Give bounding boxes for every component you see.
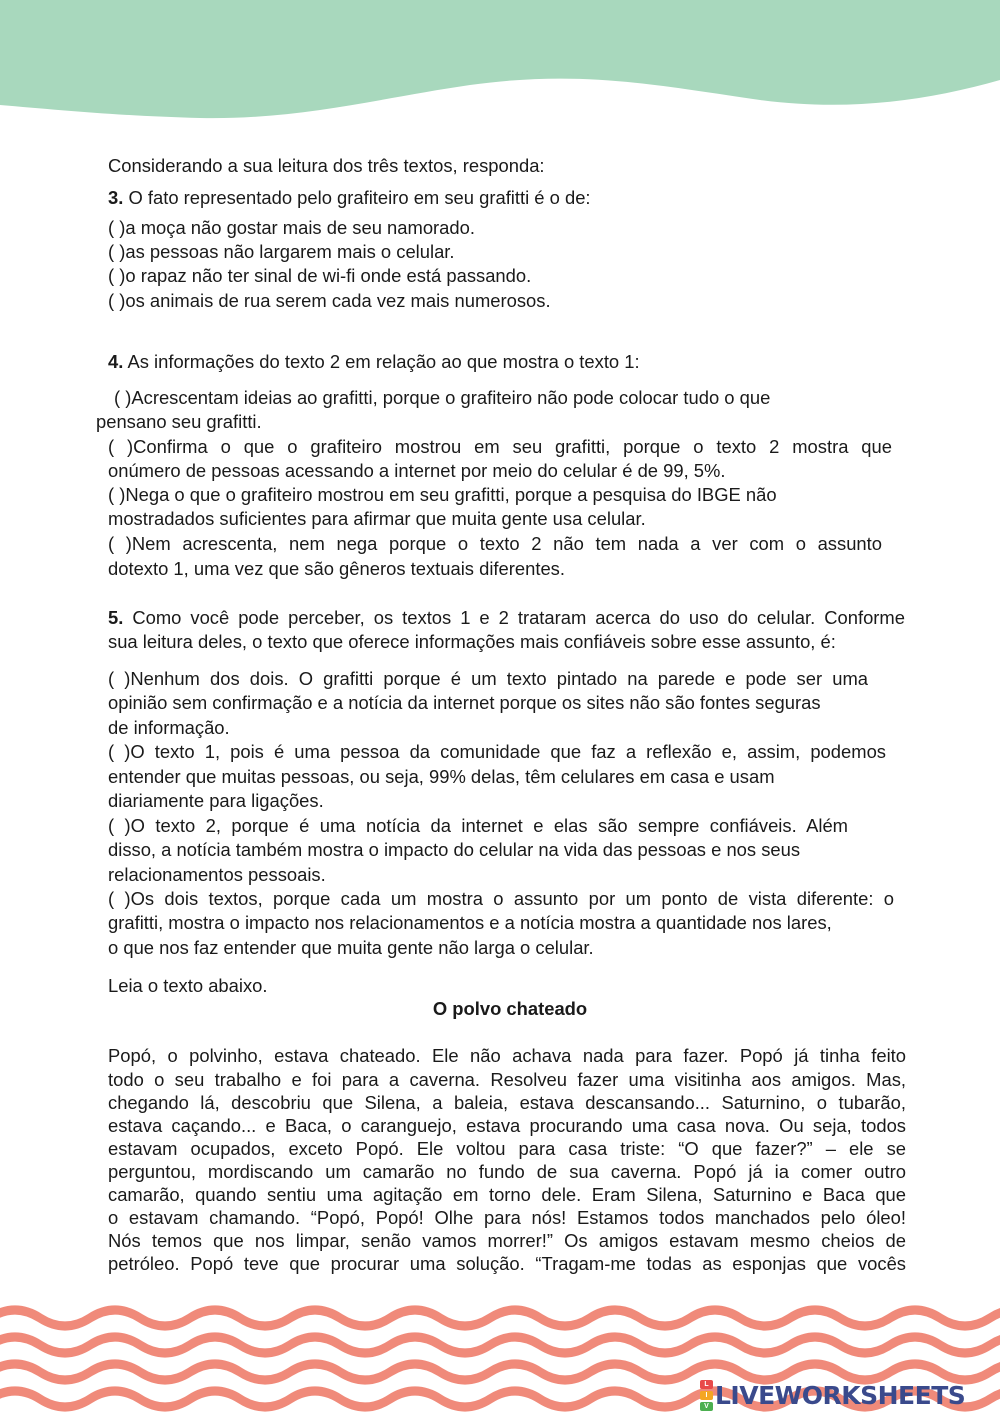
q3-option-2[interactable]: ( )as pessoas não largarem mais o celular. bbox=[108, 241, 455, 262]
wave-line-1 bbox=[0, 1310, 1000, 1326]
q5-option-1-cont-1: opinião sem confirmação e a notícia da internet porque os sites não são fontes seguras bbox=[108, 692, 821, 713]
story-line-8: o estavam chamando. “Popó, Popó! Olhe para nós! Estamos todos manchados pelo óleo! bbox=[108, 1207, 906, 1228]
q4-option-2-cont: onúmero de pessoas acessando a internet por meio do celular é de 99, 5%. bbox=[108, 460, 726, 481]
story-line-10: petróleo. Popó teve que procurar uma solução. “Tragam-me todas as esponjas que vocês bbox=[108, 1253, 906, 1274]
q5-option-3-cont-2: relacionamentos pessoais. bbox=[108, 864, 326, 885]
question-3-number: 3. bbox=[108, 187, 124, 208]
question-3 bbox=[108, 186, 591, 210]
q5-option-2[interactable]: ( )O texto 1, pois é uma pessoa da comunidade que faz a reflexão e, assim, podemos bbox=[108, 741, 886, 762]
question-5-number: 5. bbox=[108, 607, 124, 628]
question-5-prompt-line-1: Como você pode perceber, os textos 1 e 2 trataram acerca do uso do celular. Conforme bbox=[132, 607, 905, 628]
story-title: O polvo chateado bbox=[432, 998, 588, 1019]
q4-option-2[interactable]: ( )Confirma o que o grafiteiro mostrou em seu grafitti, porque o texto 2 mostra que bbox=[108, 436, 892, 457]
question-4 bbox=[108, 350, 640, 374]
story-line-4: estava caçando... e Baca, o caranguejo, estava procurando uma casa nova. Ou seja, todos bbox=[108, 1115, 906, 1136]
story-line-2: todo o seu trabalho e foi para a caverna. Resolveu fazer uma visitinha aos amigos. Mas, bbox=[108, 1069, 906, 1090]
q5-option-1-cont-2: de informação. bbox=[108, 717, 230, 738]
q5-option-3-cont-1: disso, a notícia também mostra o impacto do celular na vida das pessoas e nos seus bbox=[108, 839, 801, 860]
story-line-6: perguntou, mordiscando um camarão no fundo de sua caverna. Popó já ia comer outro bbox=[108, 1161, 906, 1182]
brand-text: LIVEWORKSHEETS bbox=[715, 1380, 966, 1410]
q3-option-3[interactable]: ( )o rapaz não ter sinal de wi-fi onde está passando. bbox=[108, 265, 532, 286]
q4-option-1[interactable]: ( )Acrescentam ideias ao grafitti, porque o grafiteiro não pode colocar tudo o que bbox=[114, 387, 771, 408]
top-wave-shape bbox=[0, 0, 1000, 118]
brand-icon-i: I bbox=[700, 1391, 713, 1400]
q4-option-4[interactable]: ( )Nem acrescenta, nem nega porque o texto 2 não tem nada a ver com o assunto bbox=[108, 533, 882, 554]
question-4-number: 4. bbox=[108, 351, 124, 372]
story-line-5: estavam ocupados, exceto Popó. Ele voltou para casa triste: “O que fazer?” – ele se bbox=[108, 1138, 906, 1159]
q5-option-1[interactable]: ( )Nenhum dos dois. O grafitti porque é um texto pintado na parede e pode ser uma bbox=[108, 668, 868, 689]
q5-option-2-cont-1: entender que muitas pessoas, ou seja, 99% delas, têm celulares em casa e usam bbox=[108, 766, 775, 787]
q3-option-1[interactable]: ( )a moça não gostar mais de seu namorado. bbox=[108, 217, 475, 238]
story-line-3: chegando lá, descobriu que Silena, a baleia, estava descansando... Saturnino, o tubarão, bbox=[108, 1092, 906, 1113]
question-4-prompt: As informações do texto 2 em relação ao que mostra o texto 1: bbox=[127, 351, 640, 372]
story-line-1: Popó, o polvinho, estava chateado. Ele não achava nada para fazer. Popó já tinha feito bbox=[108, 1045, 906, 1066]
read-prompt: Leia o texto abaixo. bbox=[108, 975, 268, 996]
q4-option-1-cont: pensano seu grafitti. bbox=[96, 411, 262, 432]
question-3-prompt: O fato representado pelo grafiteiro em seu grafitti é o de: bbox=[128, 187, 591, 208]
question-5 bbox=[108, 606, 905, 630]
q4-option-3-cont: mostradados suficientes para afirmar que muita gente usa celular. bbox=[108, 508, 646, 529]
brand-icon-l: L bbox=[700, 1380, 713, 1389]
liveworksheets-logo[interactable] bbox=[700, 1378, 965, 1412]
intro-text: Considerando a sua leitura dos três textos, responda: bbox=[108, 155, 545, 176]
q5-option-4-cont-1: grafitti, mostra o impacto nos relacionamentos e a notícia mostra a quantidade nos lares, bbox=[108, 912, 832, 933]
brand-icon-v: V bbox=[700, 1402, 713, 1411]
q5-option-4-cont-2: o que nos faz entender que muita gente não larga o celular. bbox=[108, 937, 594, 958]
brand-icon bbox=[700, 1379, 713, 1412]
q4-option-4-cont: dotexto 1, uma vez que são gêneros textuais diferentes. bbox=[108, 558, 565, 579]
q3-option-4[interactable]: ( )os animais de rua serem cada vez mais numerosos. bbox=[108, 290, 551, 311]
q4-option-3[interactable]: ( )Nega o que o grafiteiro mostrou em seu grafitti, porque a pesquisa do IBGE não bbox=[108, 484, 777, 505]
wave-line-2 bbox=[0, 1337, 1000, 1353]
q5-option-4[interactable]: ( )Os dois textos, porque cada um mostra o assunto por um ponto de vista diferente: o bbox=[108, 888, 894, 909]
story-line-7: camarão, quando sentiu uma agitação em torno dele. Eram Silena, Saturnino e Baca que bbox=[108, 1184, 906, 1205]
top-wave-banner bbox=[0, 0, 1000, 125]
question-5-prompt-line-2: sua leitura deles, o texto que oferece informações mais confiáveis sobre esse assunto, é: bbox=[108, 631, 836, 652]
q5-option-2-cont-2: diariamente para ligações. bbox=[108, 790, 324, 811]
story-line-9: Nós temos que nos limpar, senão vamos morrer!” Os amigos estavam mesmo cheios de bbox=[108, 1230, 906, 1251]
q5-option-3[interactable]: ( )O texto 2, porque é uma notícia da internet e elas são sempre confiáveis. Além bbox=[108, 815, 848, 836]
